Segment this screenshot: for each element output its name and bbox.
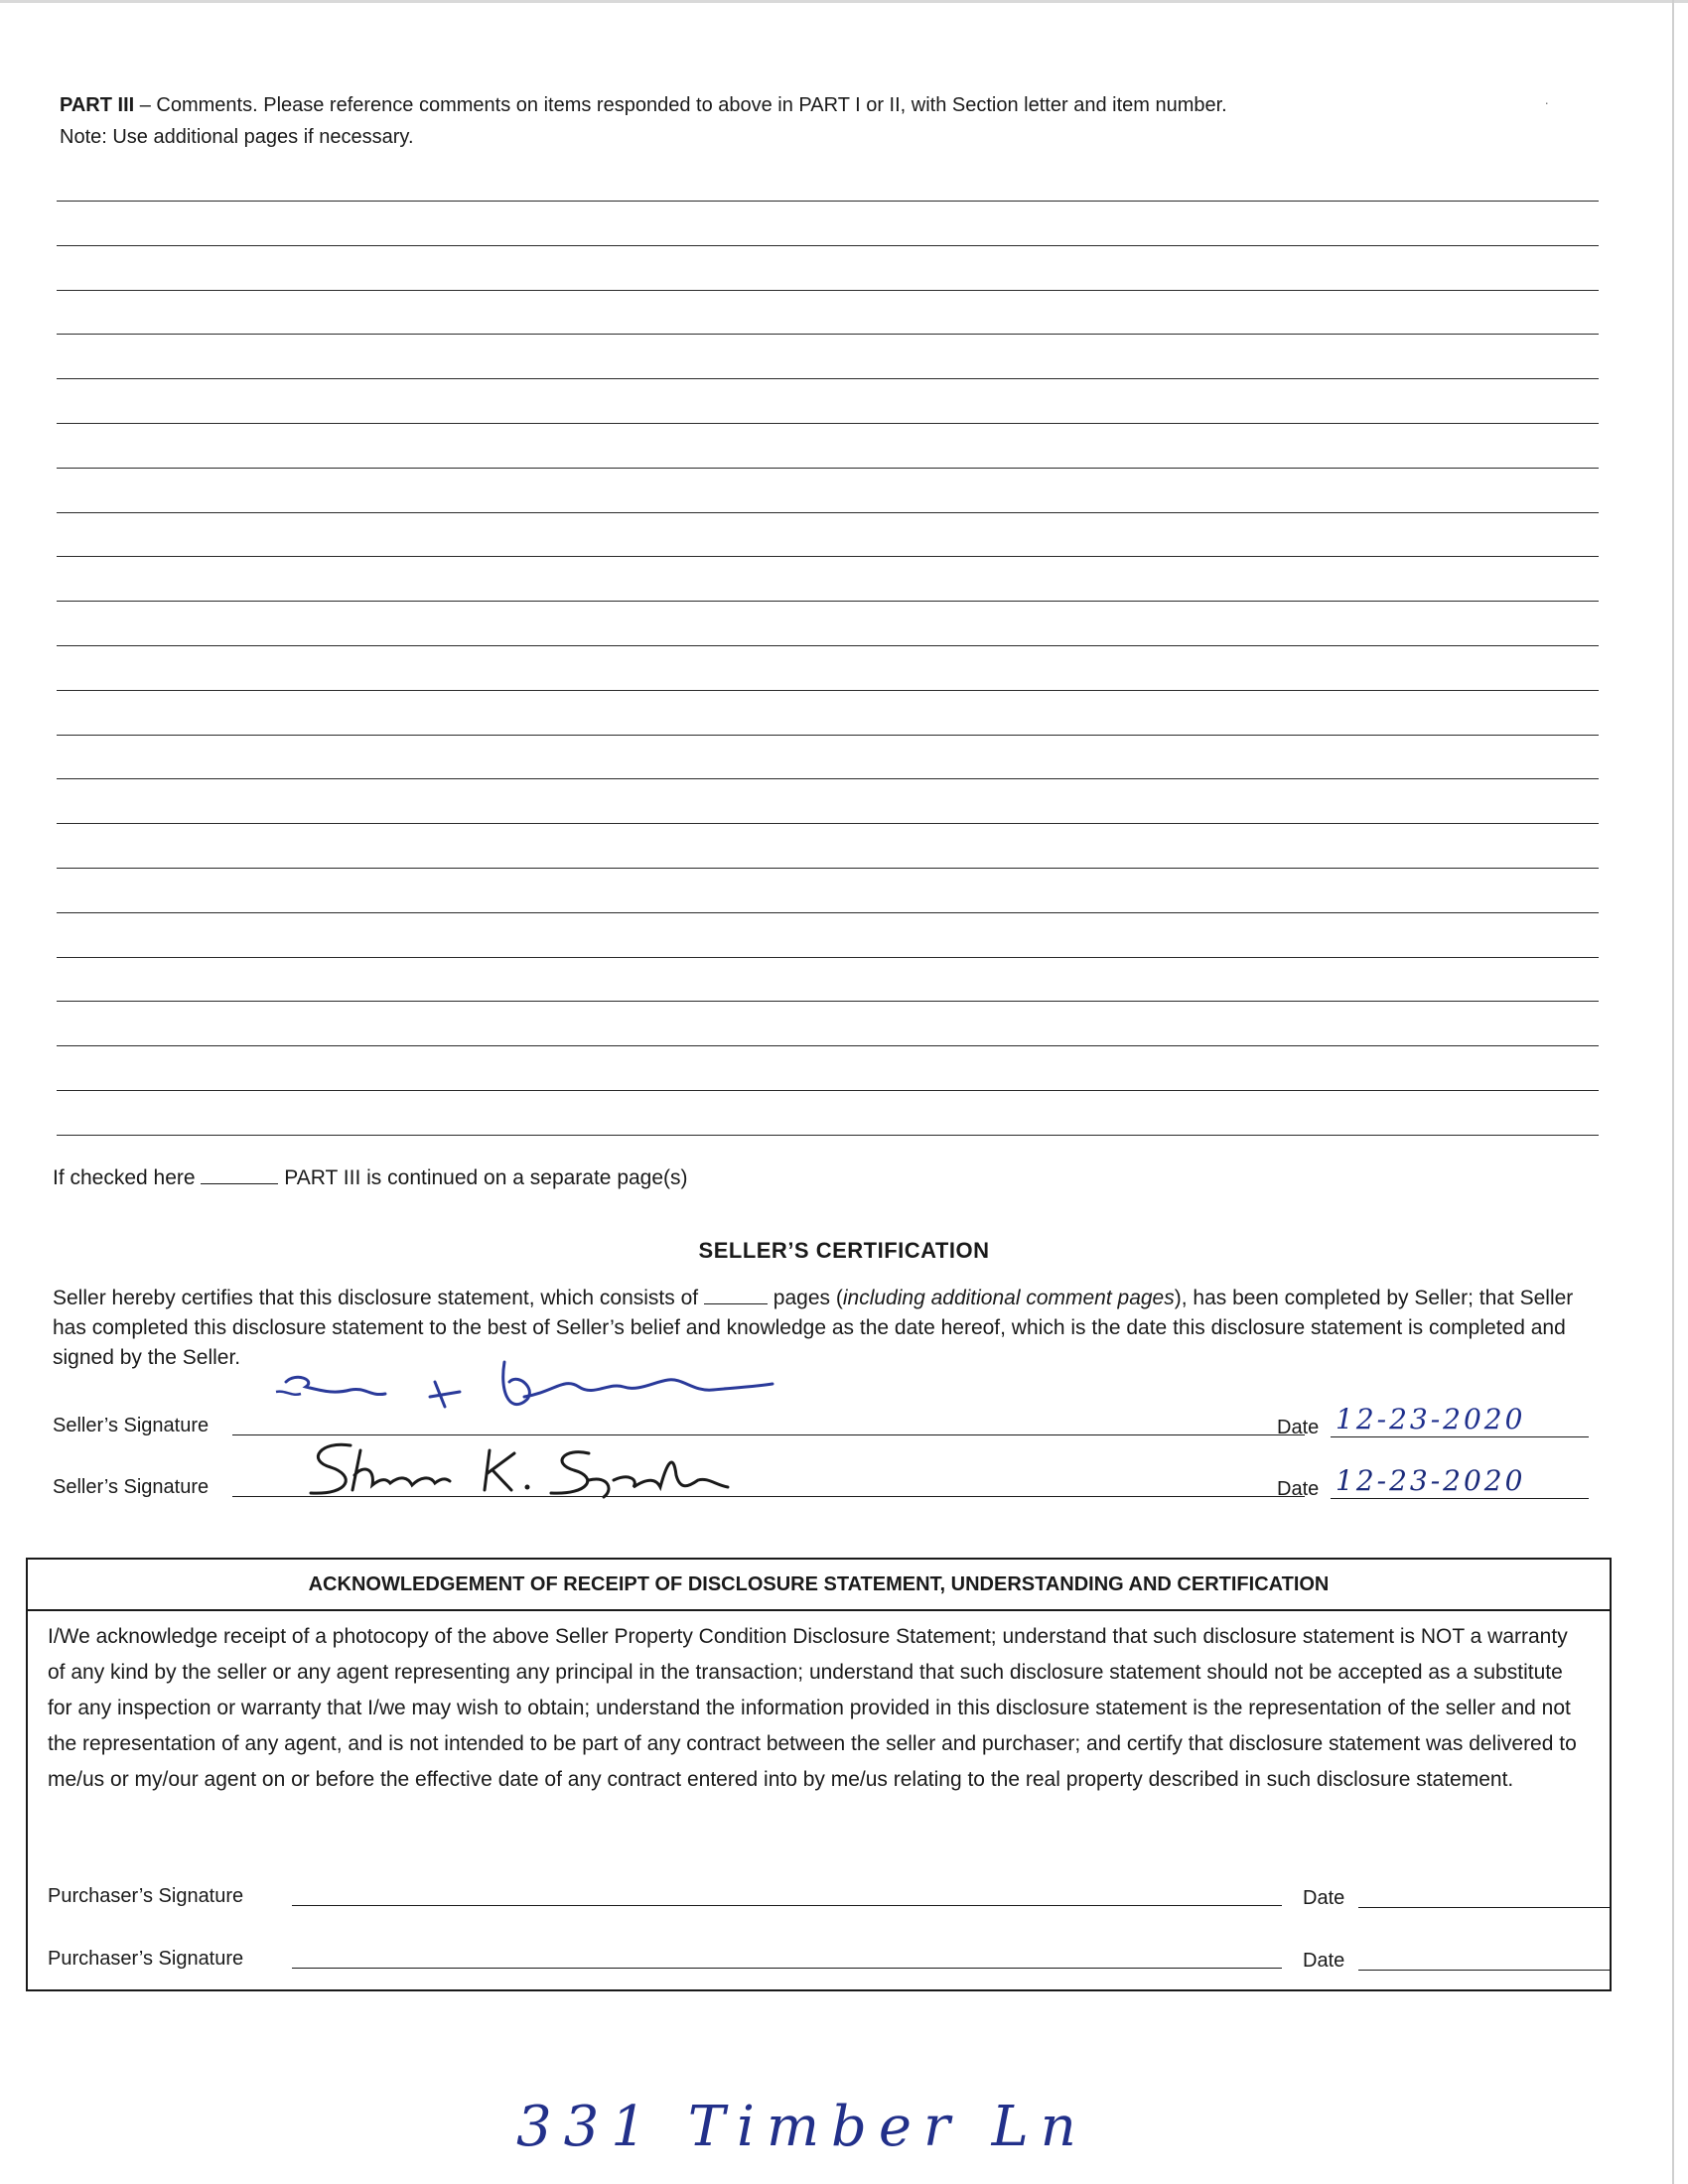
comment-line[interactable] [57, 912, 1599, 913]
comment-line[interactable] [57, 735, 1599, 736]
cert-text-part-3: ), has been completed by Seller; that Seller has completed this disclosure statement to the best of Seller’s belief and knowledge as the date hereof, which is the date this disclosure statement is completed and signed by the Seller. [53, 1287, 1574, 1369]
continued-checkbox-row [53, 1166, 688, 1190]
seller-date-label: Date [1277, 1417, 1320, 1438]
purchaser-date-line[interactable] [1358, 1970, 1612, 1971]
purchaser-signature-row-2 [48, 1935, 1597, 1975]
purchaser-signature-line[interactable] [292, 1905, 1282, 1906]
comment-line[interactable] [57, 201, 1599, 202]
part-three-instructions: – Comments. Please reference comments on items responded to above in PART I or II, with Section letter and item number. [134, 94, 1227, 116]
purchaser-date-line[interactable] [1358, 1907, 1612, 1908]
seller-signature-label: Seller’s Signature [53, 1415, 210, 1436]
comment-line[interactable] [57, 423, 1599, 424]
continued-prefix: If checked here [53, 1166, 196, 1189]
comment-line[interactable] [57, 823, 1599, 824]
acknowledgement-text: I/We acknowledge receipt of a photocopy of the above Seller Property Condition Disclosure Statement; understand that such disclosure statement is NOT a warranty of any kind by the seller or any agent representing any principal in the transaction; understand that such disclosure statement should not be accepted as a substitute for any inspection or warranty that I/we may wish to obtain; understand the information provided in this disclosure statement is the representation of the seller and not the representation of any agent, and is not intended to be part of any contract between the seller and purchaser; and certify that disclosure statement was delivered to me/us or my/our agent on or before the effective date of any contract entered into by me/us relating to the real property described in such disclosure statement. [48, 1625, 1577, 1791]
comment-line[interactable] [57, 245, 1599, 246]
comment-line[interactable] [57, 512, 1599, 513]
purchaser-signature-label: Purchaser’s Signature [48, 1885, 244, 1907]
purchaser-signature-row-1 [48, 1872, 1597, 1912]
purchaser-signature-line[interactable] [292, 1968, 1282, 1969]
seller-signature-label: Seller’s Signature [53, 1476, 210, 1498]
seller-date-label: Date [1277, 1478, 1320, 1500]
cert-text-italic: including additional comment pages [842, 1287, 1175, 1309]
purchaser-date-label: Date [1303, 1950, 1345, 1972]
comment-line[interactable] [57, 556, 1599, 557]
scan-speck: · [1544, 94, 1549, 110]
seller-signature-2-image [291, 1435, 877, 1505]
cert-text-part-1: Seller hereby certifies that this disclosure statement, which consists of [53, 1287, 699, 1309]
comment-line[interactable] [57, 378, 1599, 379]
acknowledgement-box [26, 1558, 1612, 1991]
comment-line[interactable] [57, 868, 1599, 869]
comment-line[interactable] [57, 601, 1599, 602]
seller-date-value: 12-23-2020 [1336, 1403, 1526, 1435]
comment-line[interactable] [57, 334, 1599, 335]
seller-date-line[interactable] [1331, 1436, 1589, 1437]
acknowledgement-title: ACKNOWLEDGEMENT OF RECEIPT OF DISCLOSURE STATEMENT, UNDERSTANDING AND CERTIFICATION [28, 1560, 1610, 1611]
comment-line[interactable] [57, 1001, 1599, 1002]
scan-edge-right [1672, 0, 1674, 2184]
seller-signature-row-2 [53, 1463, 1602, 1503]
comment-line[interactable] [57, 690, 1599, 691]
comment-line[interactable] [57, 1090, 1599, 1091]
comment-line[interactable] [57, 778, 1599, 779]
purchaser-date-label: Date [1303, 1887, 1345, 1909]
handwritten-address: 331 Timber Ln [516, 2095, 1088, 2159]
comment-line[interactable] [57, 468, 1599, 469]
seller-signature-1-image [266, 1352, 782, 1441]
purchaser-signature-label: Purchaser’s Signature [48, 1948, 244, 1970]
comment-line[interactable] [57, 1135, 1599, 1136]
continued-suffix: PART III is continued on a separate page(s) [284, 1166, 688, 1189]
cert-text-part-2: pages ( [767, 1287, 843, 1309]
part-three-note: Note: Use additional pages if necessary. [60, 126, 414, 148]
comment-line[interactable] [57, 1045, 1599, 1046]
comment-line[interactable] [57, 645, 1599, 646]
comment-line[interactable] [57, 957, 1599, 958]
page-count-blank[interactable] [704, 1303, 768, 1304]
comment-lines-area[interactable] [57, 0, 1599, 1142]
seller-certification-title: SELLER’S CERTIFICATION [698, 1238, 990, 1263]
seller-date-line[interactable] [1331, 1498, 1589, 1499]
seller-date-value: 12-23-2020 [1336, 1464, 1526, 1497]
continued-check-blank[interactable] [201, 1183, 278, 1184]
part-three-label: PART III [60, 94, 135, 116]
comment-line[interactable] [57, 290, 1599, 291]
